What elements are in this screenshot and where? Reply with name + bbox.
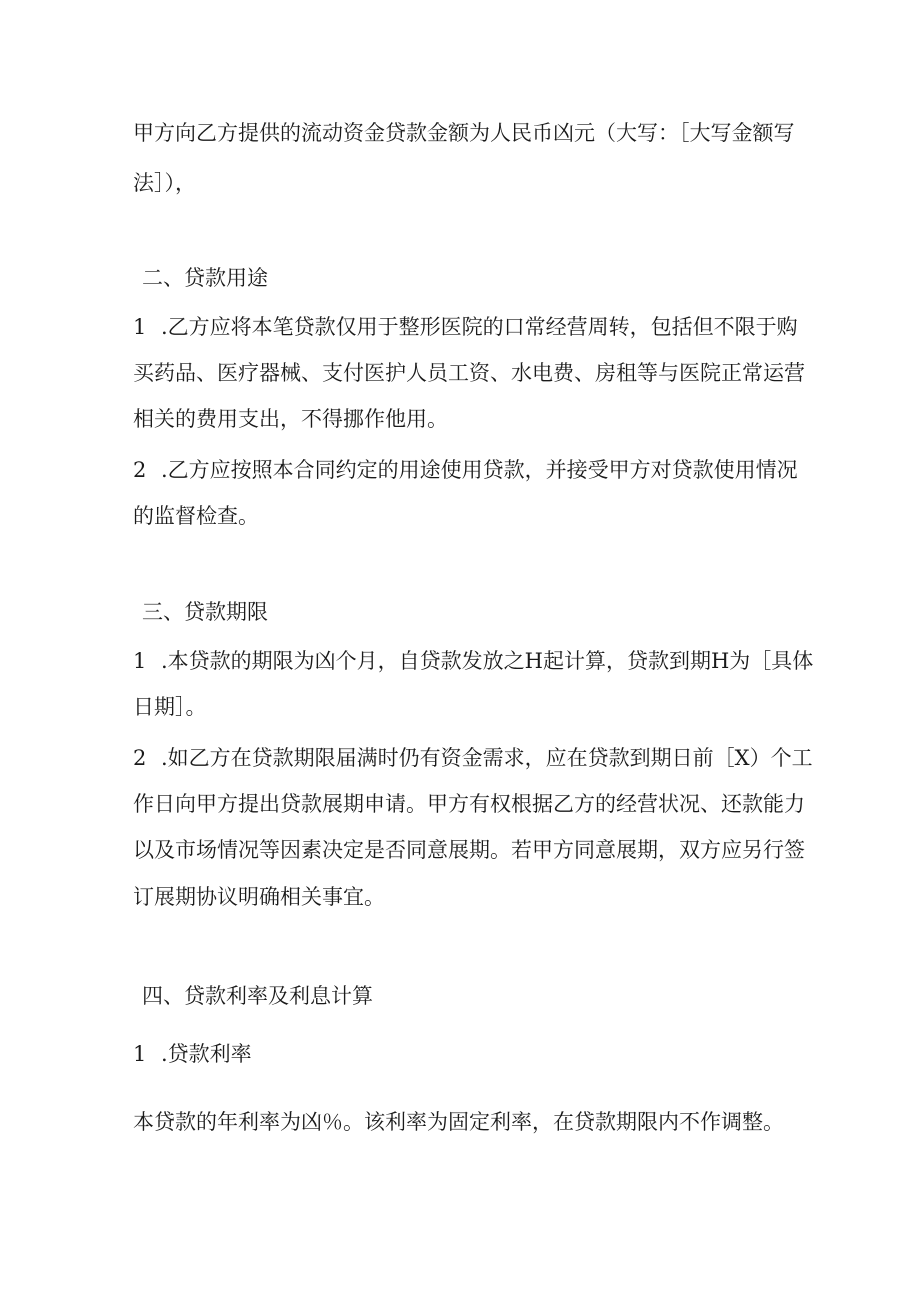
term-item-2-line-4: 订展期协议明确相关事宜。 [133,885,385,909]
purpose-item-1-line-1 [133,313,798,341]
item-number: 1 [133,1042,147,1066]
item-number: 2 [133,458,147,482]
interest-rate-paragraph: 本贷款的年利率为凶％。该利率为固定利率，在贷款期限内不作调整。 [133,1110,784,1134]
item-text: .如乙方在贷款期限届满时仍有资金需求，应在贷款到期日前［X）个工 [161,746,813,770]
item-text: .乙方应按照本合同约定的用途使用贷款，并接受甲方对贷款使用情况 [161,458,798,482]
purpose-item-2-line-2: 的监督检查。 [133,504,259,528]
item-number: 2 [133,746,147,770]
section-heading-term: 三、贷款期限 [142,600,268,624]
item-text: .乙方应将本笔贷款仅用于整形医院的口常经营周转，包括但不限于购 [161,315,798,339]
purpose-item-1-line-2: 买药品、医疗器械、支付医护人员工资、水电费、房租等与医院正常运营 [133,361,805,385]
term-item-2-line-3: 以及市场情况等因素决定是否同意展期。若甲方同意展期，双方应另行签 [133,838,805,862]
term-item-2-line-2: 作日向甲方提出贷款展期申请。甲方有权根据乙方的经营状况、还款能力 [133,792,805,816]
intro-line-2: 法］）， [133,171,196,195]
term-item-1-line-1 [133,647,813,675]
item-text: .本贷款的期限为凶个月，自贷款发放之H起计算，贷款到期H为［具体 [161,649,814,673]
purpose-item-1-line-3: 相关的费用支出，不得挪作他用。 [133,407,448,431]
term-item-1-line-2: 日期］。 [133,695,207,719]
term-item-2-line-1 [133,744,813,772]
section-heading-interest: 四、贷款利率及利息计算 [142,984,373,1008]
item-number: 1 [133,649,147,673]
interest-item-1 [133,1040,252,1068]
purpose-item-2-line-1 [133,456,798,484]
item-number: 1 [133,315,147,339]
section-heading-purpose: 二、贷款用途 [142,266,268,290]
intro-line-1: 甲方向乙方提供的流动资金贷款金额为人民币凶元（大写：［大写金额写 [133,121,795,145]
item-text: .贷款利率 [161,1042,252,1066]
